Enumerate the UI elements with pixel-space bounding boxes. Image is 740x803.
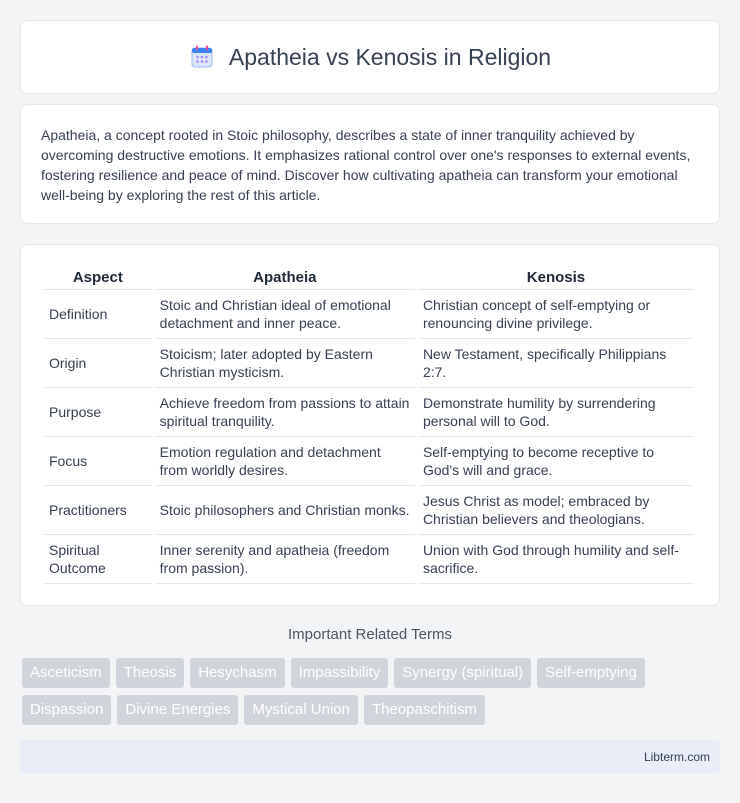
row-apatheia: Emotion regulation and detachment from worldly desires. <box>155 437 415 486</box>
table-row <box>44 290 694 339</box>
table-row <box>44 388 694 437</box>
row-aspect: Focus <box>44 437 152 486</box>
row-kenosis: Jesus Christ as model; embraced by Christian believers and theologians. <box>418 486 694 535</box>
table-row <box>44 339 694 388</box>
page-title: Apatheia vs Kenosis in Religion <box>228 43 552 70</box>
comparison-card <box>20 244 720 606</box>
table-header-row <box>44 265 694 290</box>
term-tag[interactable]: Asceticism <box>22 658 110 688</box>
row-kenosis: Union with God through humility and self-sacrifice. <box>418 535 694 584</box>
row-apatheia: Stoicism; later adopted by Eastern Christian mysticism. <box>155 339 415 388</box>
term-tag[interactable]: Hesychasm <box>190 658 284 688</box>
row-apatheia: Achieve freedom from passions to attain spiritual tranquility. <box>155 388 415 437</box>
header-kenosis: Kenosis <box>418 265 694 290</box>
table-row <box>44 486 694 535</box>
related-terms-heading: Important Related Terms <box>288 626 452 643</box>
row-apatheia: Stoic and Christian ideal of emotional detachment and inner peace. <box>155 290 415 339</box>
row-aspect: Origin <box>44 339 152 388</box>
row-kenosis: New Testament, specifically Philippians 2:7. <box>418 339 694 388</box>
term-tag[interactable]: Divine Energies <box>117 695 238 725</box>
row-kenosis: Self-emptying to become receptive to God's will and grace. <box>418 437 694 486</box>
row-kenosis: Demonstrate humility by surrendering personal will to God. <box>418 388 694 437</box>
table-row <box>44 437 694 486</box>
term-tag[interactable]: Self-emptying <box>537 658 645 688</box>
footer <box>20 740 720 773</box>
header-aspect: Aspect <box>44 265 152 290</box>
table-row <box>44 535 694 584</box>
term-tag[interactable]: Synergy (spiritual) <box>394 658 531 688</box>
footer-brand-link[interactable]: Libterm.com <box>643 749 710 764</box>
row-apatheia: Stoic philosophers and Christian monks. <box>155 486 415 535</box>
intro-paragraph: Apatheia, a concept rooted in Stoic philosophy, describes a state of inner tranquility achieved by overcoming destructive emotions. It emphasizes rational control over one's responses to external events, fostering resilience and peace of mind. Discover how cultivating apatheia can transform your emotional well-being by exploring the rest of this article. <box>41 127 691 203</box>
related-terms-list <box>22 658 722 725</box>
row-aspect: Practitioners <box>44 486 152 535</box>
intro-card <box>20 104 720 224</box>
title-card <box>20 20 720 94</box>
term-tag[interactable]: Theopaschitism <box>364 695 485 725</box>
term-tag[interactable]: Mystical Union <box>244 695 358 725</box>
term-tag[interactable]: Impassibility <box>291 658 389 688</box>
row-aspect: Definition <box>44 290 152 339</box>
row-kenosis: Christian concept of self-emptying or renouncing divine privilege. <box>418 290 694 339</box>
calendar-grid-icon <box>189 44 215 70</box>
header-apatheia: Apatheia <box>155 265 415 290</box>
row-aspect: Purpose <box>44 388 152 437</box>
term-tag[interactable]: Dispassion <box>22 695 111 725</box>
row-aspect: Spiritual Outcome <box>44 535 152 584</box>
row-apatheia: Inner serenity and apatheia (freedom from passion). <box>155 535 415 584</box>
comparison-table <box>41 265 697 584</box>
term-tag[interactable]: Theosis <box>116 658 185 688</box>
